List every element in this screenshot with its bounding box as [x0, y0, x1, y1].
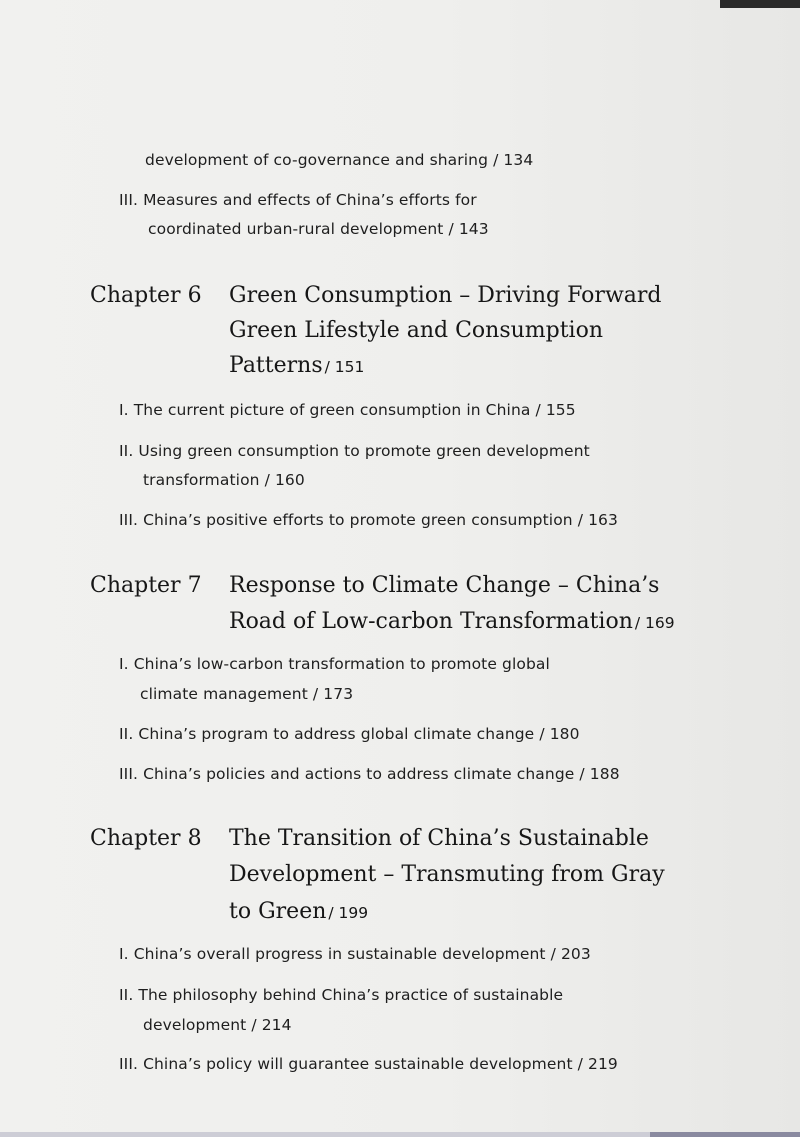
chapter-6-section-2-line-2: transformation / 160 [143, 471, 305, 489]
chapter-7-title-line-1: Response to Climate Change – China’s [229, 573, 660, 598]
chapter-8-label: Chapter 8 [90, 826, 202, 851]
chapter-7-title-text-2: Road of Low-carbon Transformation [229, 609, 633, 634]
toc-continued-text-1: development of co-governance and sharing [145, 151, 489, 169]
chapter-6-page: / 151 [324, 358, 365, 376]
toc-continued-page-1: / 134 [493, 151, 534, 169]
toc-continued-line-1 [145, 151, 533, 169]
chapter-7-title-line-2 [229, 609, 675, 634]
toc-continued-text-2: III. Measures and effects of China’s efforts for [119, 191, 477, 209]
chapter-6-title-line-3 [229, 353, 364, 378]
chapter-6-section-3: III. China’s positive efforts to promote green consumption / 163 [119, 511, 618, 529]
toc-continued-text-3: coordinated urban-rural development [148, 220, 444, 238]
chapter-8-section-2-line-2: development / 214 [143, 1016, 292, 1034]
toc-continued-line-2 [119, 191, 477, 209]
chapter-6-title-line-1: Green Consumption – Driving Forward [229, 283, 662, 308]
chapter-8-title-text-3: to Green [229, 899, 327, 924]
chapter-6-label: Chapter 6 [90, 283, 202, 308]
chapter-8-section-1: I. China’s overall progress in sustainable development / 203 [119, 945, 591, 963]
toc-continued-line-3 [148, 220, 489, 238]
chapter-7-section-1-line-2: climate management / 173 [140, 685, 354, 703]
chapter-8-section-2-line-1: II. The philosophy behind China’s practice of sustainable [119, 986, 564, 1004]
chapter-7-label: Chapter 7 [90, 573, 202, 598]
chapter-7-section-1-line-1: I. China’s low-carbon transformation to promote global [119, 655, 550, 673]
toc-continued-page-3: / 143 [448, 220, 489, 238]
chapter-7-section-3: III. China’s policies and actions to address climate change / 188 [119, 765, 620, 783]
chapter-8-section-3: III. China’s policy will guarantee sustainable development / 219 [119, 1055, 618, 1073]
chapter-8-title-line-1: The Transition of China’s Sustainable [229, 826, 649, 851]
chapter-6-section-2-line-1: II. Using green consumption to promote green development [119, 442, 590, 460]
chapter-8-title-line-2: Development – Transmuting from Gray [229, 862, 665, 887]
chapter-6-title-text-3: Patterns [229, 353, 323, 378]
chapter-7-section-2: II. China’s program to address global climate change / 180 [119, 725, 580, 743]
page-top-edge-shadow [720, 0, 800, 8]
chapter-8-title-line-3 [229, 899, 368, 924]
page-bottom-edge-shadow [650, 1132, 800, 1137]
chapter-8-page: / 199 [328, 904, 369, 922]
chapter-7-page: / 169 [634, 614, 675, 632]
chapter-6-title-line-2: Green Lifestyle and Consumption [229, 318, 604, 343]
chapter-6-section-1: I. The current picture of green consumption in China / 155 [119, 401, 576, 419]
